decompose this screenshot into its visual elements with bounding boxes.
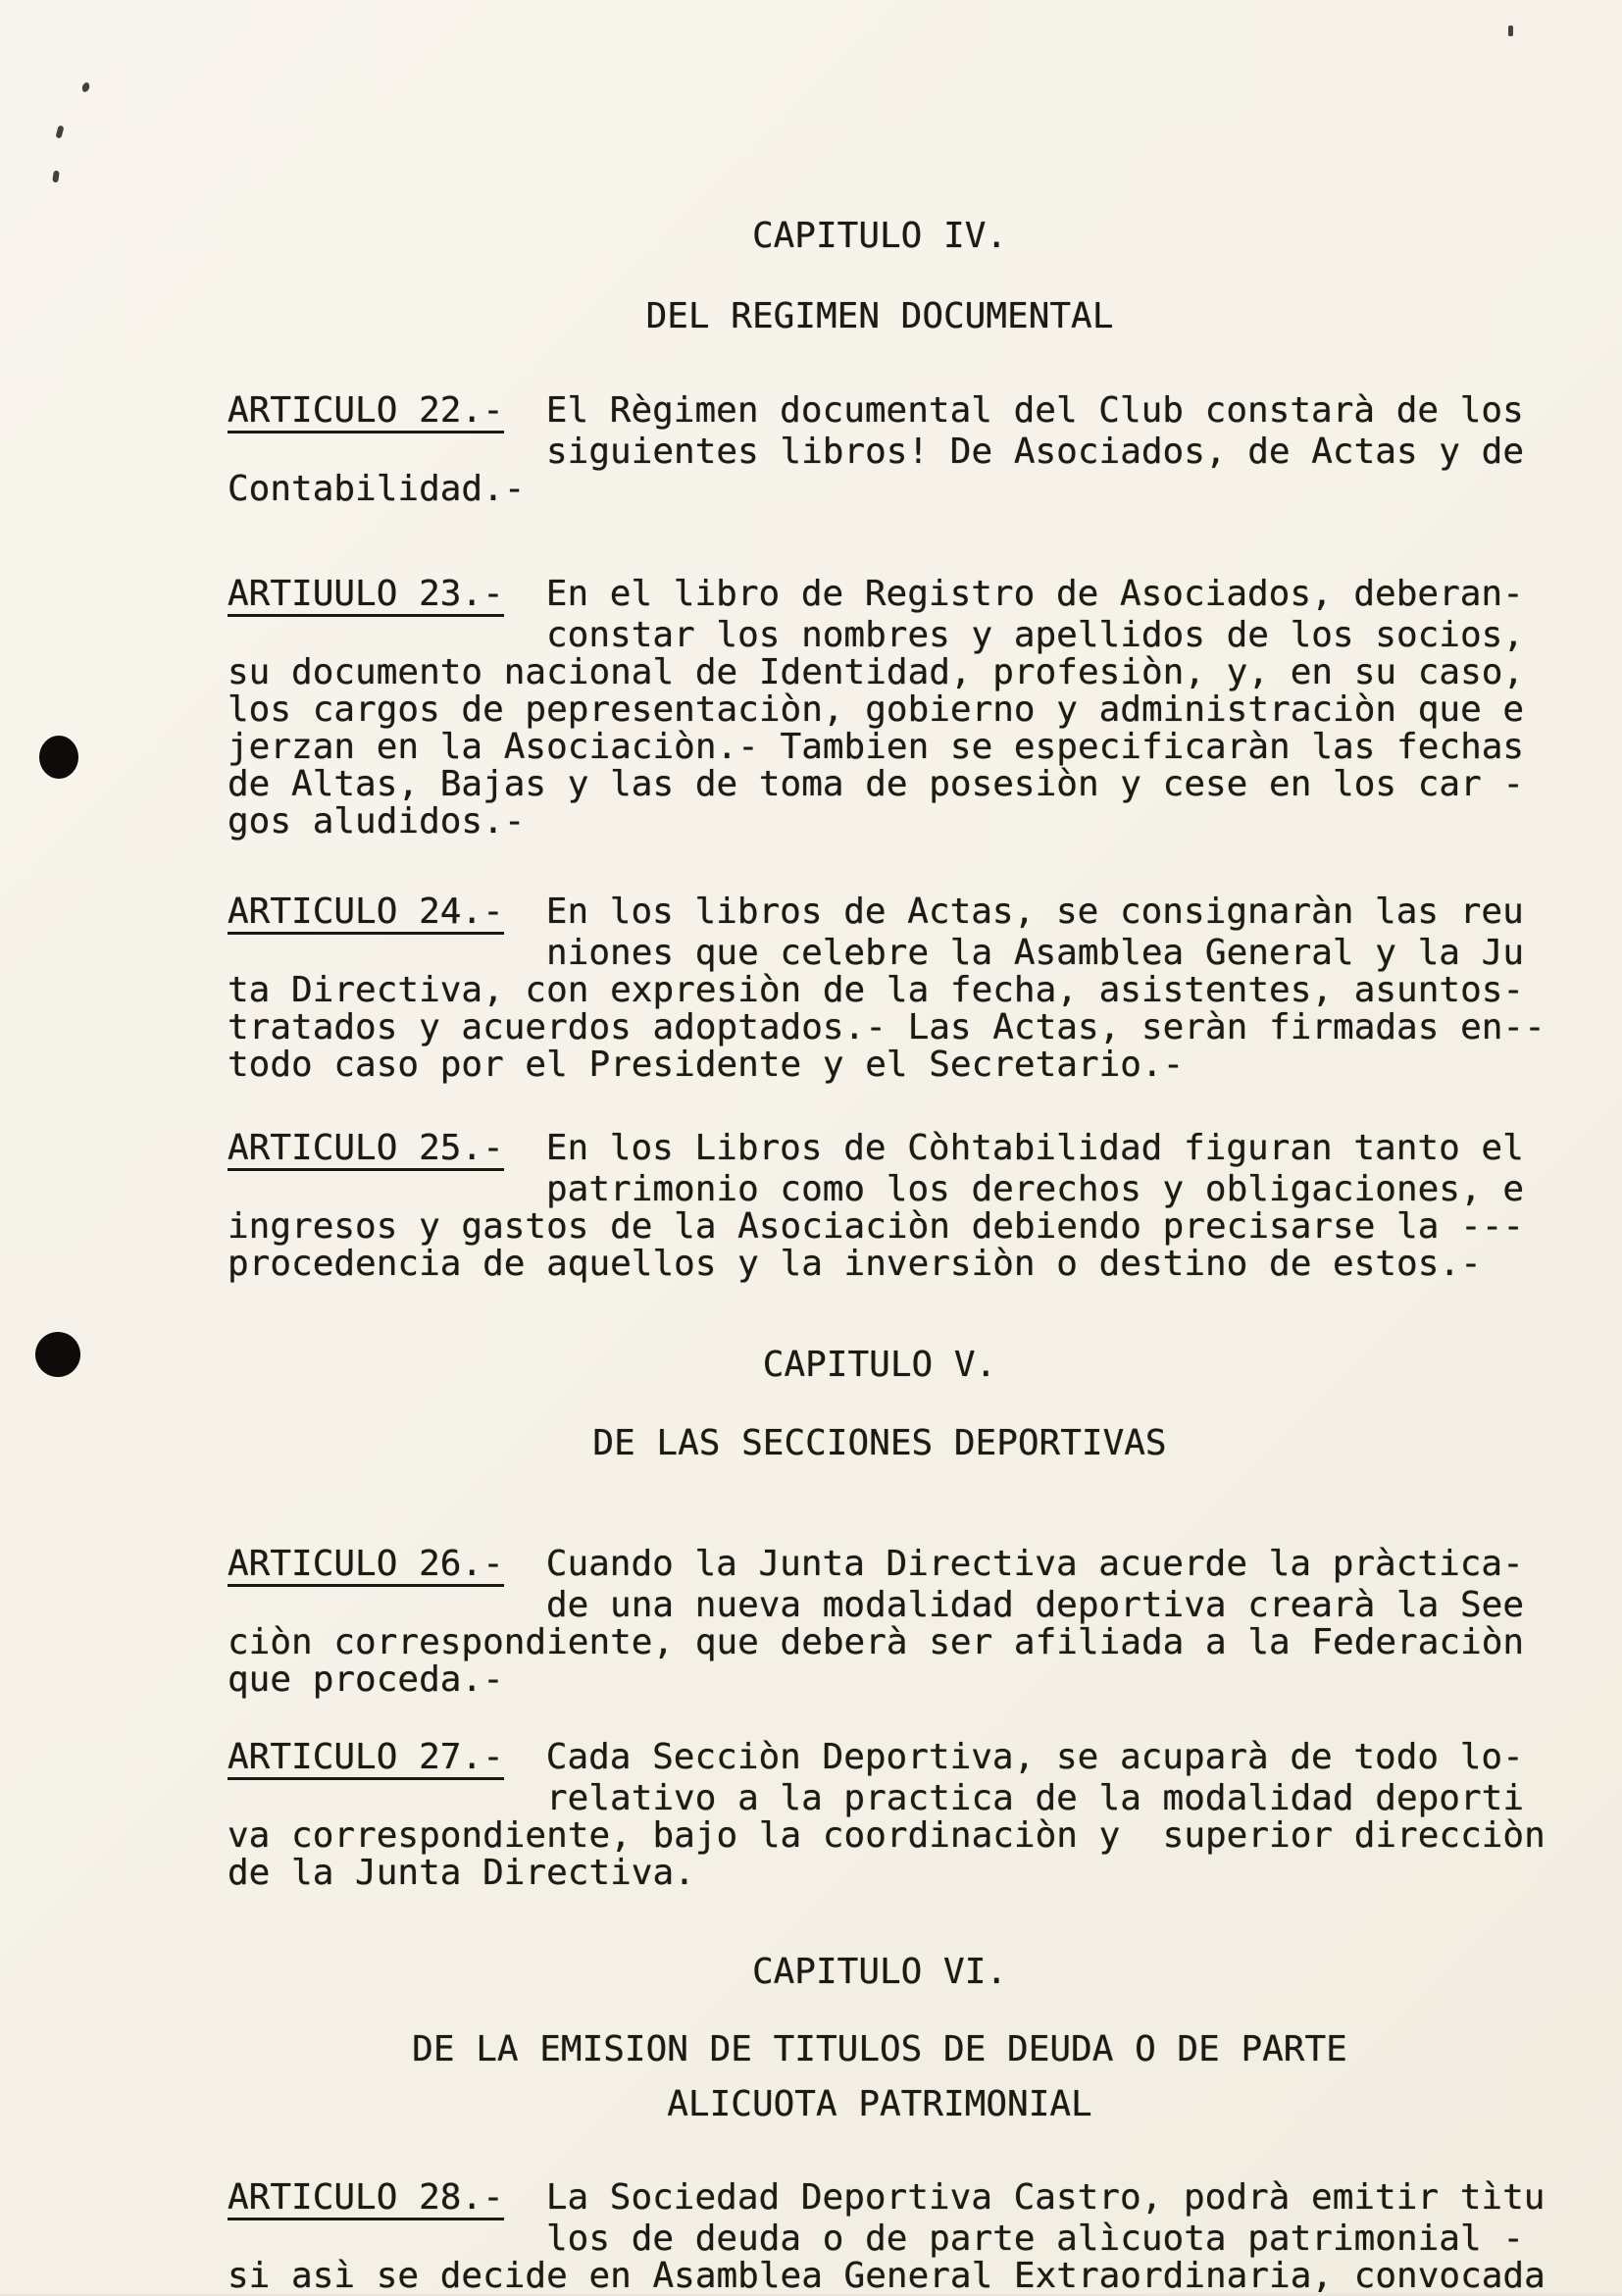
article-line: Contabilidad.- (228, 469, 526, 509)
article-line: En los Libros de Còhtabilidad figuran tanto el (545, 1128, 1524, 1168)
typewritten-text-column (228, 0, 1546, 2296)
article-line: ta Directiva, con expresiòn de la fecha, asistentes, asuntos- (228, 970, 1525, 1010)
article-line: si asì se decide en Asamblea General Extraordinaria, convocada (228, 2256, 1546, 2296)
ink-speck (52, 171, 60, 183)
article-26-label: ARTICULO 26.- (228, 1546, 504, 1587)
chapter-6-subtitle-line1: DE LA EMISION DE TITULOS DE DEUDA O DE PARTE (412, 2029, 1347, 2069)
article-28-label: ARTICULO 28.- (228, 2179, 504, 2220)
article-line (228, 576, 1532, 617)
article-line: jerzan en la Asociaciòn.- Tambien se especificaràn las fechas (228, 727, 1525, 767)
article-line: En el libro de Registro de Asociados, deberan- (545, 574, 1524, 614)
article-23-label: ARTIUULO 23.- (228, 576, 504, 617)
article-25-label: ARTICULO 25.- (228, 1130, 504, 1171)
chapter-4-subtitle: DEL REGIMEN DOCUMENTAL (645, 296, 1114, 336)
article-line: En los libros de Actas, se consignaràn las reu (545, 892, 1524, 932)
article-line: gos aludidos.- (228, 801, 526, 842)
article-line: su documento nacional de Identidad, profesiòn, y, en su caso, (228, 652, 1525, 692)
chapter-5-subtitle: DE LAS SECCIONES DEPORTIVAS (592, 1423, 1167, 1463)
article-line (228, 1739, 1532, 1780)
chapter-5-title: CAPITULO V. (762, 1345, 997, 1385)
chapter-6-title: CAPITULO VI. (751, 1952, 1008, 1992)
article-line: los de deuda o de parte alìcuota patrimonial - (546, 2219, 1524, 2259)
article-27 (228, 1737, 1546, 1893)
article-line: ciòn correspondiente, que deberà ser afiliada a la Federaciòn (228, 1622, 1525, 1662)
article-line: constar los nombres y apellidos de los socios, (546, 615, 1524, 655)
article-line (228, 1130, 1532, 1171)
article-line: niones que celebre la Asamblea General y la Ju (546, 933, 1524, 973)
article-line: patrimonio como los derechos y obligaciones, e (546, 1169, 1524, 1209)
article-line: los cargos de pepresentaciòn, gobierno y administraciòn que e (228, 689, 1525, 730)
article-27-label: ARTICULO 27.- (228, 1739, 504, 1780)
chapter-4-title: CAPITULO IV. (751, 216, 1008, 256)
article-25 (228, 1130, 1532, 1283)
article-line: todo caso por el Presidente y el Secretario.- (228, 1045, 1185, 1085)
article-line: ingresos y gastos de la Asociaciòn debiendo precisarse la --- (228, 1206, 1525, 1247)
article-26 (228, 1546, 1532, 1699)
article-22 (228, 392, 1532, 508)
article-line: procedencia de aquellos y la inversiòn o destino de estos.- (228, 1244, 1482, 1284)
article-22-label: ARTICULO 22.- (228, 392, 504, 434)
article-28 (228, 2177, 1546, 2296)
article-line: de la Junta Directiva. (228, 1853, 695, 1893)
article-line: va correspondiente, bajo la coordinaciòn y superior direcciòn (228, 1815, 1546, 1856)
article-line (228, 1546, 1532, 1587)
article-line: siguientes libros! De Asociados, de Actas y de (546, 432, 1524, 472)
article-line: de una nueva modalidad deportiva crearà la See (546, 1585, 1524, 1625)
chapter-6-subtitle-line2: ALICUOTA PATRIMONIAL (667, 2084, 1092, 2124)
article-line: El Règimen documental del Club constarà de los (545, 390, 1524, 431)
ink-speck (55, 125, 64, 138)
article-line: La Sociedad Deportiva Castro, podrà emitir tìtu (545, 2177, 1546, 2218)
article-line: tratados y acuerdos adoptados.- Las Actas, seràn firmadas en-- (228, 1007, 1546, 1047)
article-24-label: ARTICULO 24.- (228, 893, 504, 935)
hole-punch-bottom (35, 1332, 80, 1377)
article-line (228, 392, 1532, 434)
hole-punch-top (39, 736, 78, 779)
article-23 (228, 576, 1532, 841)
article-line: que proceda.- (228, 1659, 504, 1700)
article-line: Cuando la Junta Directiva acuerde la pràctica- (545, 1544, 1524, 1584)
article-line (228, 2177, 1546, 2220)
article-line: Cada Secciòn Deportiva, se acuparà de todo lo- (545, 1737, 1524, 1777)
article-line (228, 893, 1532, 935)
article-24 (228, 892, 1546, 1085)
article-line: relativo a la practica de la modalidad deporti (546, 1778, 1524, 1818)
ink-speck (81, 81, 91, 93)
article-line: de Altas, Bajas y las de toma de posesiòn y cese en los car - (228, 764, 1525, 804)
